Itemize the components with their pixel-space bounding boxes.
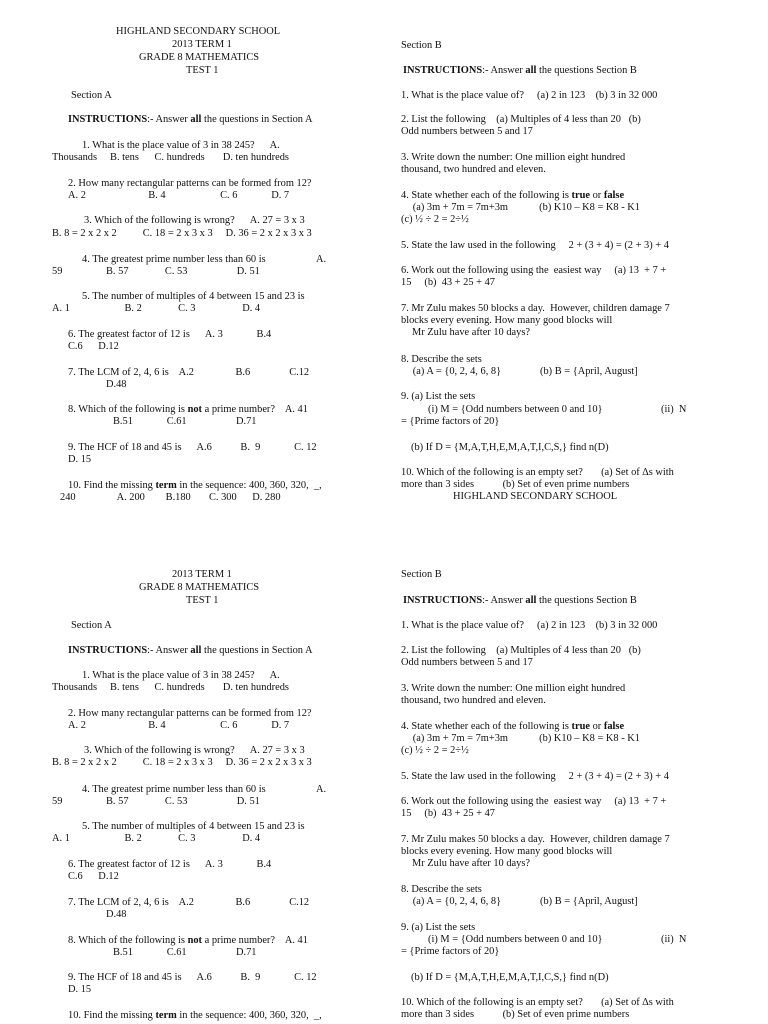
- question-b4-part-c: (c) ½ ÷ 2 = 2÷½: [401, 214, 469, 225]
- question-b9-part-ii: (ii) N: [661, 404, 687, 415]
- question-b9-part-ii-cont: = {Prime factors of 20}: [401, 946, 500, 957]
- question-a7: 7. The LCM of 2, 4, 6 is A.2 B.6 C.12: [68, 367, 310, 378]
- question-b4-parts: (a) 3m + 7m = 7m+3m (b) K10 – K8 = K8 - K1: [405, 733, 640, 744]
- question-a4: 4. The greatest prime number less than 60 is: [82, 254, 266, 265]
- question-b6-cont: 15 (b) 43 + 25 + 47: [401, 808, 495, 819]
- question-a8-options: B.51 C.61 D.71: [113, 947, 257, 958]
- section-a-title: Section A: [71, 90, 112, 101]
- question-b9-part-i: (i) M = {Odd numbers between 0 and 10}: [428, 404, 603, 415]
- question-b7-cont: blocks every evening. How many good blocks will: [401, 846, 613, 857]
- question-a9-options: D. 15: [68, 984, 92, 995]
- section-a-instructions: INSTRUCTIONS:- Answer all the questions in Section A: [68, 645, 313, 656]
- question-b2-cont: Odd numbers between 5 and 17: [401, 126, 533, 137]
- question-a4: 4. The greatest prime number less than 60 is: [82, 784, 266, 795]
- question-b7: 7. Mr Zulu makes 50 blocks a day. However, children damage 7: [401, 834, 670, 845]
- question-a3: 3. Which of the following is wrong? A. 27 = 3 x 3: [84, 745, 305, 756]
- question-b9: 9. (a) List the sets: [401, 922, 476, 933]
- question-b2: 2. List the following (a) Multiples of 4 less than 20 (b): [401, 114, 641, 125]
- question-a6-options: C.6 D.12: [68, 341, 119, 352]
- question-b8: 8. Describe the sets: [401, 884, 482, 895]
- question-a1-options: Thousands B. tens C. hundreds D. ten hundreds: [52, 682, 289, 693]
- subject-heading: GRADE 8 MATHEMATICS: [139, 582, 260, 593]
- question-b3: 3. Write down the number: One million eight hundred: [401, 152, 626, 163]
- question-b3-cont: thousand, two hundred and eleven.: [401, 164, 546, 175]
- question-a3-options: B. 8 = 2 x 2 x 2 C. 18 = 2 x 3 x 3 D. 36 = 2 x 2 x 3 x 3: [52, 757, 312, 768]
- question-b2: 2. List the following (a) Multiples of 4 less than 20 (b): [401, 645, 641, 656]
- question-a4-option-label: A.: [316, 254, 327, 265]
- question-b8-parts: (a) A = {0, 2, 4, 6, 8} (b) B = {April, August]: [405, 366, 638, 377]
- section-b-title: Section B: [401, 569, 442, 580]
- question-a4-options: B. 57 C. 53 D. 51: [106, 266, 260, 277]
- question-b4-part-c: (c) ½ ÷ 2 = 2÷½: [401, 745, 469, 756]
- question-a8: 8. Which of the following is not a prime number? A. 41: [68, 404, 308, 415]
- question-b4: 4. State whether each of the following is true or false: [401, 721, 625, 732]
- question-a4-option-label: A.: [316, 784, 327, 795]
- question-a9-options: D. 15: [68, 454, 92, 465]
- question-a4-answer-a: 59: [52, 266, 63, 277]
- question-a2-options: A. 2 B. 4 C. 6 D. 7: [68, 720, 290, 731]
- question-b9-part-b: (b) If D = {M,A,T,H,E,M,A,T,I,C,S,} find n(D): [411, 442, 609, 453]
- question-b2-cont: Odd numbers between 5 and 17: [401, 657, 533, 668]
- question-a6-options: C.6 D.12: [68, 871, 119, 882]
- section-a-instructions: INSTRUCTIONS:- Answer all the questions in Section A: [68, 114, 313, 125]
- question-a7-options: D.48: [106, 379, 127, 390]
- question-a3: 3. Which of the following is wrong? A. 27 = 3 x 3: [84, 215, 305, 226]
- question-a2: 2. How many rectangular patterns can be formed from 12?: [68, 708, 312, 719]
- school-name-footer: HIGHLAND SECONDARY SCHOOL: [453, 491, 618, 502]
- question-b7-cont2: Mr Zulu have after 10 days?: [412, 858, 531, 869]
- question-b9: 9. (a) List the sets: [401, 391, 476, 402]
- question-b10-cont: more than 3 sides (b) Set of even prime numbers: [401, 479, 630, 490]
- question-a4-answer-a: 59: [52, 796, 63, 807]
- section-b-instructions: INSTRUCTIONS:- Answer all the questions Section B: [403, 65, 637, 76]
- question-b7: 7. Mr Zulu makes 50 blocks a day. However, children damage 7: [401, 303, 670, 314]
- question-b8-parts: (a) A = {0, 2, 4, 6, 8} (b) B = {April, August]: [405, 896, 638, 907]
- question-a10-options: 240 A. 200 B.180 C. 300 D. 280: [60, 492, 281, 503]
- question-b6: 6. Work out the following using the easiest way (a) 13 + 7 +: [401, 796, 667, 807]
- question-b3-cont: thousand, two hundred and eleven.: [401, 695, 546, 706]
- test-heading: TEST 1: [186, 65, 219, 76]
- question-a5: 5. The number of multiples of 4 between 15 and 23 is: [82, 821, 305, 832]
- question-b9-part-ii-cont: = {Prime factors of 20}: [401, 416, 500, 427]
- question-a10: 10. Find the missing term in the sequence: 400, 360, 320, _,: [68, 1010, 322, 1021]
- section-b-instructions: INSTRUCTIONS:- Answer all the questions Section B: [403, 595, 637, 606]
- question-a9: 9. The HCF of 18 and 45 is A.6 B. 9 C. 12: [68, 972, 317, 983]
- question-a6: 6. The greatest factor of 12 is A. 3 B.4: [68, 329, 272, 340]
- question-a5-options: A. 1 B. 2 C. 3 D. 4: [52, 833, 261, 844]
- question-b7-cont: blocks every evening. How many good blocks will: [401, 315, 613, 326]
- question-a2-options: A. 2 B. 4 C. 6 D. 7: [68, 190, 290, 201]
- term-heading: 2013 TERM 1: [172, 569, 232, 580]
- question-b4: 4. State whether each of the following is true or false: [401, 190, 625, 201]
- question-a9: 9. The HCF of 18 and 45 is A.6 B. 9 C. 12: [68, 442, 317, 453]
- question-a2: 2. How many rectangular patterns can be formed from 12?: [68, 178, 312, 189]
- question-a6: 6. The greatest factor of 12 is A. 3 B.4: [68, 859, 272, 870]
- question-a7-options: D.48: [106, 909, 127, 920]
- question-b9-part-ii: (ii) N: [661, 934, 687, 945]
- question-b6-cont: 15 (b) 43 + 25 + 47: [401, 277, 495, 288]
- section-b-title: Section B: [401, 40, 442, 51]
- question-a1: 1. What is the place value of 3 in 38 245? A.: [82, 140, 280, 151]
- subject-heading: GRADE 8 MATHEMATICS: [139, 52, 260, 63]
- question-b8: 8. Describe the sets: [401, 354, 482, 365]
- question-a1: 1. What is the place value of 3 in 38 245? A.: [82, 670, 280, 681]
- question-b5: 5. State the law used in the following 2 + (3 + 4) = (2 + 3) + 4: [401, 771, 669, 782]
- question-a5: 5. The number of multiples of 4 between 15 and 23 is: [82, 291, 305, 302]
- question-b10: 10. Which of the following is an empty set? (a) Set of ∆s with: [401, 997, 674, 1008]
- question-a8: 8. Which of the following is not a prime number? A. 41: [68, 935, 308, 946]
- question-b9-part-b: (b) If D = {M,A,T,H,E,M,A,T,I,C,S,} find n(D): [411, 972, 609, 983]
- question-a7: 7. The LCM of 2, 4, 6 is A.2 B.6 C.12: [68, 897, 310, 908]
- question-b1: 1. What is the place value of? (a) 2 in 123 (b) 3 in 32 000: [401, 620, 658, 631]
- question-b1: 1. What is the place value of? (a) 2 in 123 (b) 3 in 32 000: [401, 90, 658, 101]
- section-a-title: Section A: [71, 620, 112, 631]
- term-heading: 2013 TERM 1: [172, 39, 232, 50]
- question-b7-cont2: Mr Zulu have after 10 days?: [412, 327, 531, 338]
- question-a8-options: B.51 C.61 D.71: [113, 416, 257, 427]
- question-a4-options: B. 57 C. 53 D. 51: [106, 796, 260, 807]
- question-b10-cont: more than 3 sides (b) Set of even prime numbers: [401, 1009, 630, 1020]
- question-b10: 10. Which of the following is an empty set? (a) Set of ∆s with: [401, 467, 674, 478]
- question-a10: 10. Find the missing term in the sequence: 400, 360, 320, _,: [68, 480, 322, 491]
- question-b5: 5. State the law used in the following 2 + (3 + 4) = (2 + 3) + 4: [401, 240, 669, 251]
- school-name: HIGHLAND SECONDARY SCHOOL: [116, 26, 281, 37]
- question-a1-options: Thousands B. tens C. hundreds D. ten hundreds: [52, 152, 289, 163]
- test-heading: TEST 1: [186, 595, 219, 606]
- question-a3-options: B. 8 = 2 x 2 x 2 C. 18 = 2 x 3 x 3 D. 36 = 2 x 2 x 3 x 3: [52, 228, 312, 239]
- question-b9-part-i: (i) M = {Odd numbers between 0 and 10}: [428, 934, 603, 945]
- question-a5-options: A. 1 B. 2 C. 3 D. 4: [52, 303, 261, 314]
- question-b3: 3. Write down the number: One million eight hundred: [401, 683, 626, 694]
- question-b4-parts: (a) 3m + 7m = 7m+3m (b) K10 – K8 = K8 - K1: [405, 202, 640, 213]
- question-b6: 6. Work out the following using the easiest way (a) 13 + 7 +: [401, 265, 667, 276]
